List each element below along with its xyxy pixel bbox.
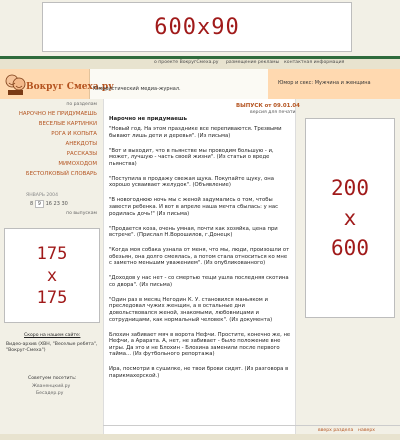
right-ad-label: 200 x 600 <box>331 176 369 260</box>
calendar-day[interactable]: 8 <box>30 201 34 207</box>
joke-item: "Новый год. На этом празднике все перепиваются. Трезвыми бывают лишь дети и деревья". (Из письма) <box>109 126 282 139</box>
footer-divider <box>103 425 400 426</box>
sidebar-item-slovar[interactable]: БЕСТОЛКОВЫЙ СЛОВАРЬ <box>25 171 97 177</box>
footer-home-link[interactable]: наверх <box>358 428 375 433</box>
friend-link-2[interactable]: Бесадер.ру <box>36 391 64 396</box>
footer-up-link[interactable]: вверх раздела <box>318 428 354 433</box>
sidebar-sections-label: по разделам <box>66 102 97 107</box>
print-version-link[interactable]: версия для печати <box>250 110 296 115</box>
joke-item: "Доходов у нас нет - со смертью тещи ушла последняя скотина со двора". (Из письма) <box>109 275 289 288</box>
issue-title: ВЫПУСК от 09.01.04 <box>236 103 300 109</box>
joke-item: Блохин забивает мяч в ворота Нефчи. Простите, конечно же, не Нефчи, а Арарата. А, нет, не забивает - было положение вне игры. Да это и не Блохин - Блохина заменили после первого тайма... (Из футбольного репортажа) <box>109 331 291 358</box>
top-banner-label: 600x90 <box>154 14 240 40</box>
section-title: Нарочно не придумаешь <box>109 116 188 122</box>
calendar-days <box>30 201 68 207</box>
sidebar-ad-label: 175 x 175 <box>36 243 68 308</box>
calendar-day-current[interactable]: 9 <box>35 200 44 208</box>
right-skyscraper-ad[interactable] <box>305 118 395 318</box>
sidebar-item-rasskazy[interactable]: РАССКАЗЫ <box>66 151 97 157</box>
logo-text[interactable]: Вокруг Смеха.ру <box>26 82 114 92</box>
calendar-day[interactable]: 23 <box>53 201 60 207</box>
friends-title: Советуем посетить: <box>28 376 77 381</box>
archive-text: Видео-архив (ХВН, "Веселые ребята", "Вокруг-Смеха") <box>6 342 98 353</box>
sidebar-item-kartinki[interactable]: ВЕСЕЛЫЕ КАРТИНКИ <box>38 121 97 127</box>
sidebar-item-narochno[interactable]: НАРОЧНО НЕ ПРИДУМАЕШЬ <box>18 111 97 117</box>
archive-link[interactable]: Скоро на нашем сайте: <box>24 333 81 338</box>
joke-item: "Поступила в продажу свежая щука. Покупайте щуку, она хорошо усваивает желудок". (Объявление) <box>109 175 275 189</box>
top-link-contacts[interactable]: контактная информация <box>284 60 345 65</box>
joke-item: "В новогоднюю ночь мы с женой задумались о том, чтобы завести ребенка. И вот в апреле наша мечта сбылась: у нас родилась дочь!" (Из письма) <box>109 197 279 217</box>
joke-item: "Вот и выходит, что в пьянстве мы проводим большую - и, может, лучшую - часть своей жизни". (Из статьи о вреде пьянства) <box>109 147 274 167</box>
joke-item: "Когда моя собака узнала от меня, что мы, люди, произошли от обезьян, она долго смеялась, а потом стала относиться ко мне с заметно меньшим уважением". (Из опубликованного) <box>109 247 290 267</box>
sidebar-item-anekdoty[interactable]: АНЕКДОТЫ <box>65 141 97 147</box>
joke-item: "Один раз в месяц Негодин К. У. становился маньяком и преследовал чужих женщин, а в остальные дни довольствовался женой, знакомыми, любовницами и сотрудницами, как нормальный человек". (Из документа) <box>109 296 273 323</box>
joke-item: Ира, посмотри в сушилке, не твои брови сидят. (Из разговора в парикмахерской.) <box>109 366 289 379</box>
joke-item: "Продается коза, очень умная, почти как хозяйка, цена при встрече". (Прислал Н.Ворошилов, г.Донецк) <box>109 225 278 239</box>
sidebar-item-roga[interactable]: РОГА И КОПЫТА <box>51 131 97 137</box>
calendar-day[interactable]: 16 <box>45 201 52 207</box>
top-link-about[interactable]: о проекте ВокругСмеха.ру <box>154 60 219 65</box>
logo-faces-icon <box>4 72 26 96</box>
calendar-day[interactable]: 30 <box>61 201 68 207</box>
calendar-month: ЯНВАРЬ 2004 <box>26 193 59 198</box>
bottom-strip <box>0 434 400 440</box>
sidebar-item-mimohodom[interactable]: МИМОХОДОМ <box>58 161 97 167</box>
friend-link-1[interactable]: Жваненцкий.ру <box>32 384 71 389</box>
top-link-ads[interactable]: размещение рекламы <box>226 60 280 65</box>
right-header-link[interactable]: Юмор и секс: Мужчина и женщина <box>278 80 371 86</box>
sidebar-ad[interactable] <box>4 228 100 323</box>
top-banner-ad[interactable] <box>42 2 352 52</box>
joke-list <box>109 126 291 388</box>
sidebar-issues-label: по выпускам <box>66 211 97 216</box>
tagline: Юмористический медиа-журнал. <box>93 86 181 92</box>
